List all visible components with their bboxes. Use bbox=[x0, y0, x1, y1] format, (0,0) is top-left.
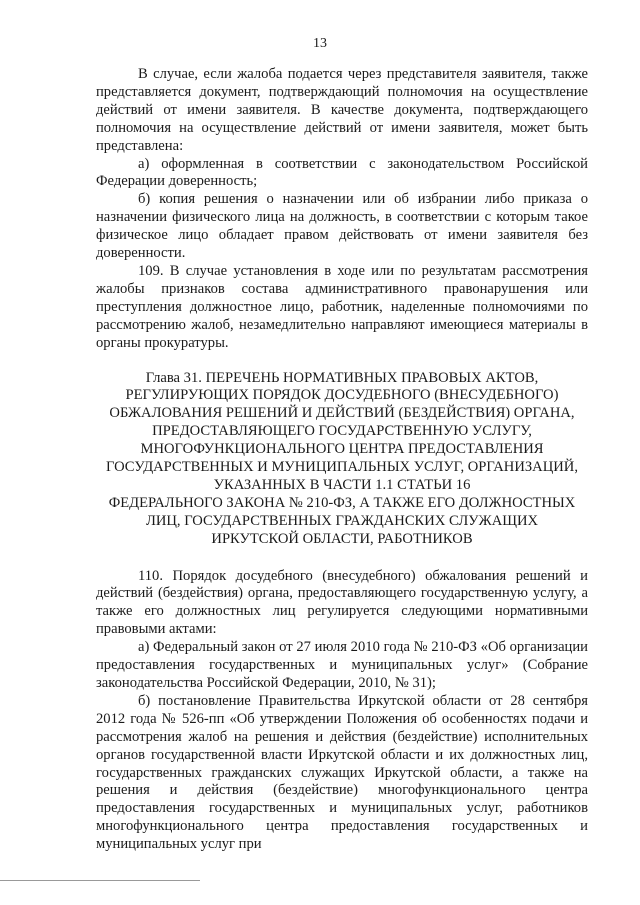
heading-line: ПРЕДОСТАВЛЯЮЩЕГО ГОСУДАРСТВЕННУЮ УСЛУГУ, bbox=[152, 423, 532, 440]
paragraph-109: 109. В случае установления в ходе или по результатам рассмотрения жалобы признаков состава административного правонарушения или преступления должностное лицо, работник, наделенные полномочиями по рассмотрению жалоб, незамедлительно направляют имеющиеся материалы в органы прокуратуры. bbox=[96, 262, 588, 351]
heading-line: УКАЗАННЫХ В ЧАСТИ 1.1 СТАТЬИ 16 bbox=[213, 476, 471, 493]
heading-line: МНОГОФУНКЦИОНАЛЬНОГО ЦЕНТРА ПРЕДОСТАВЛЕНИЯ bbox=[140, 441, 544, 458]
paragraph-110: 110. Порядок досудебного (внесудебного) обжалования решений и действий (бездействия) органа, предоставляющего государственную услугу, а также его должностных лиц регулируется следующими нормативными правовыми актами: bbox=[96, 567, 588, 638]
heading-line: РЕГУЛИРУЮЩИХ ПОРЯДОК ДОСУДЕБНОГО (ВНЕСУДЕБНОГО) bbox=[125, 387, 559, 404]
paragraph-representative: В случае, если жалоба подается через представителя заявителя, также представляется документ, подтверждающий полномочия на осуществление действий от имени заявителя. В качестве документа, подтверждающего полномочия на осуществление действий от имени заявителя, может быть представлена: bbox=[96, 66, 588, 154]
heading-line: ИРКУТСКОЙ ОБЛАСТИ, РАБОТНИКОВ bbox=[211, 530, 473, 547]
paragraph-item-b: б) копия решения о назначении или об избрании либо приказа о назначении физического лица на должность, в соответствии с которым такое физическое лицо обладает правом действовать от имени заявителя без доверенности. bbox=[96, 191, 588, 262]
footer-divider bbox=[0, 880, 200, 881]
paragraph-item-a: а) оформленная в соответствии с законодательством Российской Федерации доверенность; bbox=[96, 155, 588, 190]
document-body bbox=[96, 66, 588, 854]
chapter-31-heading bbox=[96, 370, 588, 549]
heading-line: ЛИЦ, ГОСУДАРСТВЕННЫХ ГРАЖДАНСКИХ СЛУЖАЩИХ bbox=[145, 512, 539, 529]
paragraph-110-item-a: а) Федеральный закон от 27 июля 2010 года № 210-ФЗ «Об организации предоставления государственных и муниципальных услуг» (Собрание законодательства Российской Федерации, 2010, № 31); bbox=[96, 639, 588, 691]
paragraph-110-item-b: б) постановление Правительства Иркутской области от 28 сентября 2012 года № 526-пп «Об утверждении Положения об особенностях подачи и рассмотрения жалоб на решения и действия (бездействие) исполнительных органов государственной власти Иркутской области и их должностных лиц, государственных гражданских служащих Иркутской области, а также на решения и действия (бездействие) многофункционального центра предоставления государственных и муниципальных услуг, работников многофункционального центра предоставления государственных и муниципальных услуг при bbox=[96, 692, 588, 853]
heading-line: ФЕДЕРАЛЬНОГО ЗАКОНА № 210-ФЗ, А ТАКЖЕ ЕГО ДОЛЖНОСТНЫХ bbox=[108, 494, 576, 511]
page-number: 13 bbox=[313, 36, 327, 51]
heading-line: ГОСУДАРСТВЕННЫХ И МУНИЦИПАЛЬНЫХ УСЛУГ, ОРГАНИЗАЦИЙ, bbox=[106, 459, 578, 476]
heading-line: ОБЖАЛОВАНИЯ РЕШЕНИЙ И ДЕЙСТВИЙ (БЕЗДЕЙСТВИЯ) ОРГАНА, bbox=[109, 405, 575, 422]
heading-line: Глава 31. ПЕРЕЧЕНЬ НОРМАТИВНЫХ ПРАВОВЫХ АКТОВ, bbox=[145, 369, 539, 386]
